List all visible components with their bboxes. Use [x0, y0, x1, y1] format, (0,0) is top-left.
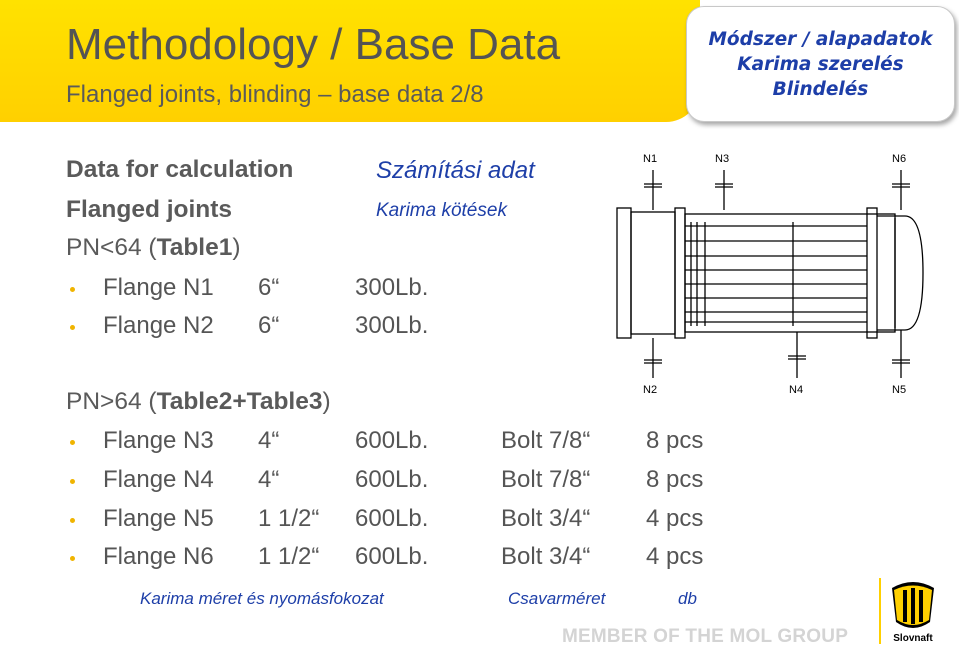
logo-brand-text: Slovnaft: [893, 633, 933, 644]
bullet-icon: [70, 440, 75, 445]
high-size-n5: 1 1/2“: [258, 505, 320, 532]
shell-body: [685, 214, 895, 332]
high-qty-n6: 4 pcs: [646, 543, 704, 570]
heading-flanged-joints: Flanged joints: [66, 196, 233, 223]
heading-data-for-calculation: Data for calculation: [66, 156, 294, 183]
hungarian-title-box: [686, 6, 955, 122]
caption-bolt-size: Csavarméret: [508, 589, 606, 608]
low-flange-n1: Flange N1: [103, 274, 214, 301]
high-qty-n5: 4 pcs: [646, 505, 704, 532]
pn-high-heading: [66, 388, 331, 416]
high-flange-n6: Flange N6: [103, 543, 214, 570]
heading-hu-flanged: Karima kötések: [376, 200, 507, 221]
diagram-label-n3: N3: [715, 153, 730, 165]
low-rating-n2: 300Lb.: [355, 312, 429, 339]
bullet-icon: [70, 556, 75, 561]
high-bolt-n6: Bolt 3/4“: [501, 543, 591, 570]
heading-hu-calculation: Számítási adat: [376, 157, 535, 184]
high-bolt-n4: Bolt 7/8“: [501, 466, 591, 493]
caption-flange-size: Karima méret és nyomásfokozat: [140, 589, 384, 608]
high-qty-n4: 8 pcs: [646, 466, 704, 493]
pn-low-prefix: PN<64 (: [66, 234, 157, 261]
high-flange-n3: Flange N3: [103, 427, 214, 454]
low-size-n1: 6“: [258, 274, 280, 301]
diagram-label-n4: N4: [789, 384, 804, 396]
high-rating-n3: 600Lb.: [355, 427, 429, 454]
diagram-label-n5: N5: [892, 384, 907, 396]
bullet-icon: [70, 287, 75, 292]
page-title: Methodology / Base Data: [66, 20, 561, 69]
hu-title-line-1: Módszer / alapadatok: [708, 28, 933, 50]
high-size-n4: 4“: [258, 466, 280, 493]
bullet-icon: [70, 479, 75, 484]
high-flange-n5: Flange N5: [103, 505, 214, 532]
heat-exchanger-diagram: [605, 146, 935, 400]
low-size-n2: 6“: [258, 312, 280, 339]
diagram-label-n6: N6: [892, 153, 907, 165]
pn-low-heading: [66, 234, 241, 262]
slovnaft-logo: [878, 578, 948, 644]
pn-low-suffix: ): [232, 234, 241, 261]
pn-high-table: Table2+Table3: [156, 388, 323, 415]
hu-title-line-2: Karima szerelés: [737, 53, 904, 75]
high-size-n3: 4“: [258, 427, 280, 454]
diagram-label-n1: N1: [643, 153, 658, 165]
shell-cover: [877, 216, 923, 330]
bullet-icon: [70, 325, 75, 330]
high-rating-n5: 600Lb.: [355, 505, 429, 532]
bullet-icon: [70, 518, 75, 523]
page-subtitle: Flanged joints, blinding – base data 2/8: [66, 81, 484, 108]
mol-group-tagline: MEMBER OF THE MOL GROUP: [562, 626, 849, 647]
pn-low-table: Table1: [156, 234, 233, 261]
high-bolt-n5: Bolt 3/4“: [501, 505, 591, 532]
pn-high-prefix: PN>64 (: [66, 388, 157, 415]
pn-high-suffix: ): [322, 388, 331, 415]
caption-quantity: db: [678, 589, 697, 608]
high-size-n6: 1 1/2“: [258, 543, 320, 570]
hu-title-line-3: Blindelés: [772, 78, 869, 100]
low-flange-n2: Flange N2: [103, 312, 214, 339]
high-rating-n6: 600Lb.: [355, 543, 429, 570]
high-qty-n3: 8 pcs: [646, 427, 704, 454]
high-flange-n4: Flange N4: [103, 466, 214, 493]
high-bolt-n3: Bolt 7/8“: [501, 427, 591, 454]
low-rating-n1: 300Lb.: [355, 274, 429, 301]
high-rating-n4: 600Lb.: [355, 466, 429, 493]
channel-flange-left: [617, 208, 631, 338]
diagram-label-n2: N2: [643, 384, 658, 396]
